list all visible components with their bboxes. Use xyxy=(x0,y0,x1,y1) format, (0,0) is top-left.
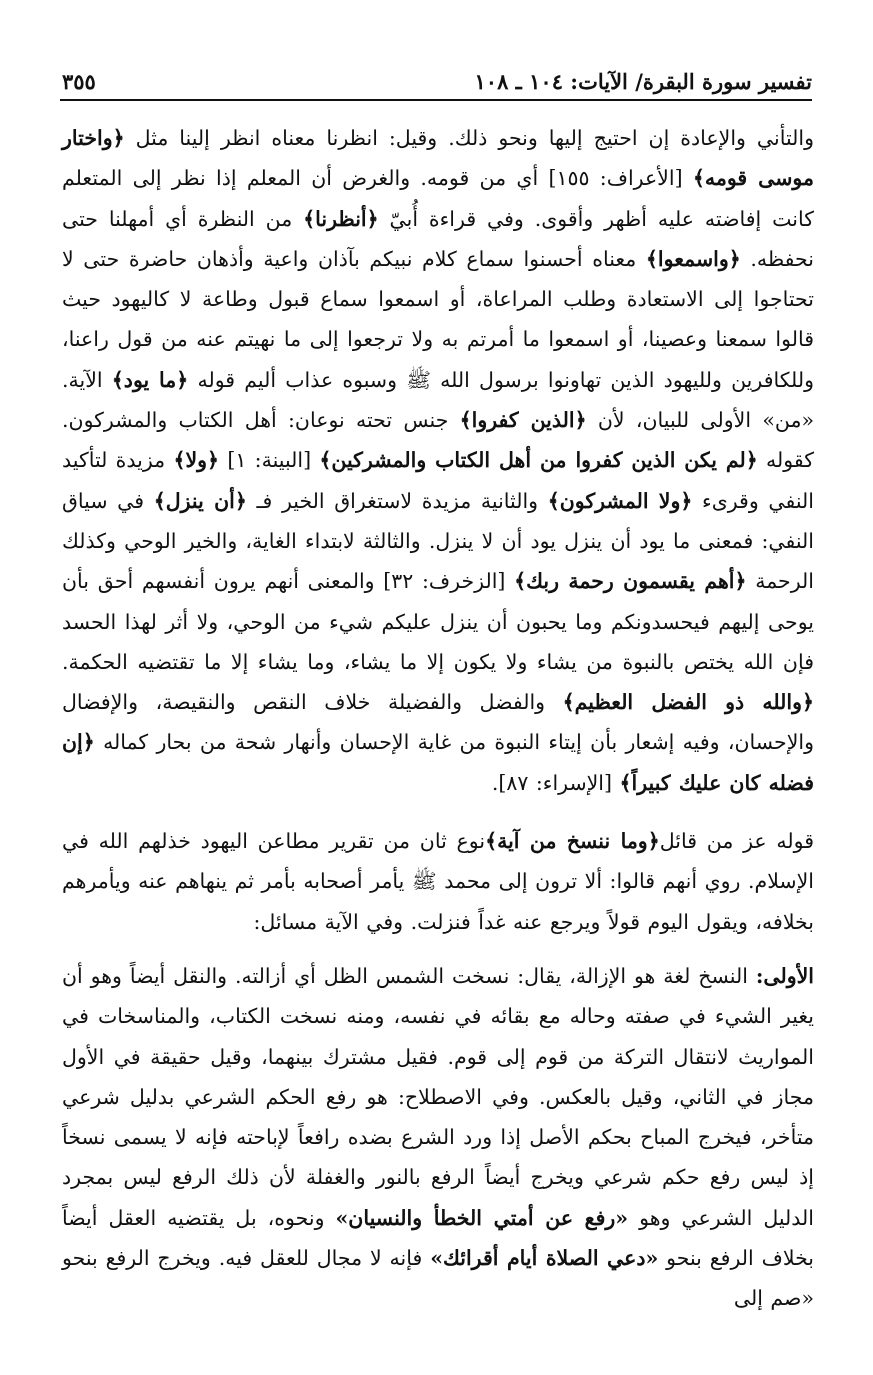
paragraph-1 xyxy=(62,118,814,803)
bold-quotation: ﴿واختار موسى قومه﴾ xyxy=(62,126,814,191)
paragraph-2 xyxy=(62,821,814,942)
text-run: نوع ثان من تقرير مطاعن اليهود خذلهم الله في الإسلام. روي أنهم قالوا: ألا ترون إلى محمد ﷺ يأمر أصحابه بأمر ثم ينهاهم عنه ويأمرهم بخلافه، ويقول اليوم قولاً ويرجع عنه غداً فنزلت. وفي الآية مسائل: xyxy=(62,829,814,934)
bold-quotation: ﴿لم يكن الذين كفروا من أهل الكتاب والمشركين﴾ xyxy=(319,448,758,473)
bold-quotation: ﴿أهم يقسمون رحمة ربك﴾ xyxy=(514,569,747,594)
bold-quotation: ﴿أن ينزل﴾ xyxy=(153,488,247,513)
bold-quotation: الأولى: xyxy=(755,963,814,988)
text-run: فإنه لا مجال للعقل فيه. ويخرج الرفع بنحو «صم إلى xyxy=(62,1246,814,1311)
text-run: مزيدة لتأكيد النفي وقرىء xyxy=(62,448,814,513)
text-run: [الإسراء: ٨٧]. xyxy=(491,770,620,795)
page-number: ٣٥٥ xyxy=(62,69,96,94)
running-header xyxy=(62,62,812,94)
bold-quotation: ﴿ولا المشركون﴾ xyxy=(547,488,693,513)
bold-quotation: ﴿وما ننسخ من آية﴾ xyxy=(485,829,660,854)
text-run: قوله عز من قائل xyxy=(659,829,814,854)
bold-quotation: ﴿أنظرنا﴾ xyxy=(303,206,379,231)
text-run: ونحوه، بل يقتضيه العقل أيضاً بخلاف الرفع بنحو xyxy=(62,1205,815,1271)
text-run: النسخ لغة هو الإزالة، يقال: نسخت الشمس الظل أي أزالته. والنقل أيضاً وهو أن يغير الشيء في صفته وحاله مع بقائه في نفسه، ومنه نسخت الكتاب، والمناسخات في المواريث لانتقال التركة من قوم إلى قوم. فقيل مشترك بينهما، وقيل حقيقة في الأول مجاز في الثاني، وقيل بالعكس. وفي الاصطلاح: هو رفع الحكم الشرعي بدليل شرعي متأخر، فيخرج المباح بحكم الأصل إذا ورد الشرع بضده رافعاً لإباحته فإنه لا يسمى نسخاً إذ ليس رفع حكم شرعي ويخرج أيضاً الرفع بالنور والغفلة لأن ذلك الرفع ليس بمجرد الدليل الشرعي وهو xyxy=(62,963,814,1230)
bold-quotation: «دعي الصلاة أيام أقرائك» xyxy=(430,1246,659,1271)
text-run: من النظرة أي أمهلنا حتى نحفظه. xyxy=(62,206,814,271)
bold-quotation: «رفع عن أمتي الخطأ والنسيان» xyxy=(335,1205,629,1230)
header-rule xyxy=(60,99,812,101)
text-run: والتأني والإعادة إن احتيج إليها ونحو ذلك. وقيل: انظرنا معناه انظر إلينا مثل xyxy=(124,126,814,150)
text-run: والفضل والفضيلة خلاف النقص والنقيصة، والإفضال والإحسان، وفيه إشعار بأن إيتاء النبوة من غاية الإحسان وأنهار شحة من بحار كماله xyxy=(62,690,814,755)
bold-quotation: ﴿والله ذو الفضل العظيم﴾ xyxy=(562,690,814,715)
text-run: الآية. «من» الأولى للبيان، لأن xyxy=(62,367,814,433)
text-run: معناه أحسنوا سماع كلام نبيكم بآذان واعية وأذهان حاضرة حتى لا تحتاجوا إلى الاستعادة وطلب المراعاة، أو اسمعوا سماع قبول وطاعة لا كاليهود حيث قالوا سمعنا وعصينا، أو اسمعوا ما أمرتم به ولا ترجعوا إلى ما نهيتم عنه من قول راعنا، وللكافرين ولليهود الذين تهاونوا برسول الله ﷺ وسبوه عذاب أليم قوله xyxy=(62,246,814,392)
page-body xyxy=(62,118,814,1319)
paragraph-3 xyxy=(62,956,814,1319)
bold-quotation: ﴿واسمعوا﴾ xyxy=(645,246,741,271)
text-run: [البينة: ١] xyxy=(219,448,320,473)
bold-quotation: ﴿إن فضله كان عليك كبيراً﴾ xyxy=(62,730,814,795)
text-run: جنس تحته نوعان: أهل الكتاب والمشركون. كقوله xyxy=(62,408,814,473)
text-run: [الأعراف: ١٥٥] أي من قومه. والغرض أن المعلم إذا نظر إلى المتعلم كانت إفاضته عليه أظهر وأقوى. وفي قراءة أُبيّ xyxy=(62,166,814,231)
bold-quotation: ﴿ما يود﴾ xyxy=(111,367,189,392)
header-title: تفسير سورة البقرة/ الآيات: ١٠٤ ـ ١٠٨ xyxy=(474,69,812,94)
bold-quotation: ﴿ولا﴾ xyxy=(173,448,220,473)
text-run: في سياق النفي: فمعنى ما يود أن ينزل يود أن لا ينزل. والثالثة لابتداء الغاية، والخير الوحي وكذلك الرحمة xyxy=(62,488,814,594)
text-run: [الزخرف: ٣٢] والمعنى أنهم يرون أنفسهم أحق بأن يوحى إليهم فيحسدونكم وما يحبون أن ينزل عليكم شيء من الوحي، ولا أثر لهذا الحسد فإن الله يختص بالنبوة من يشاء ولا يكون إلا ما يشاء، وما يشاء إلا ما تقتضيه الحكمة. xyxy=(62,569,814,674)
bold-quotation: ﴿الذين كفروا﴾ xyxy=(459,408,587,433)
text-run: والثانية مزيدة لاستغراق الخير فـ xyxy=(246,488,548,513)
